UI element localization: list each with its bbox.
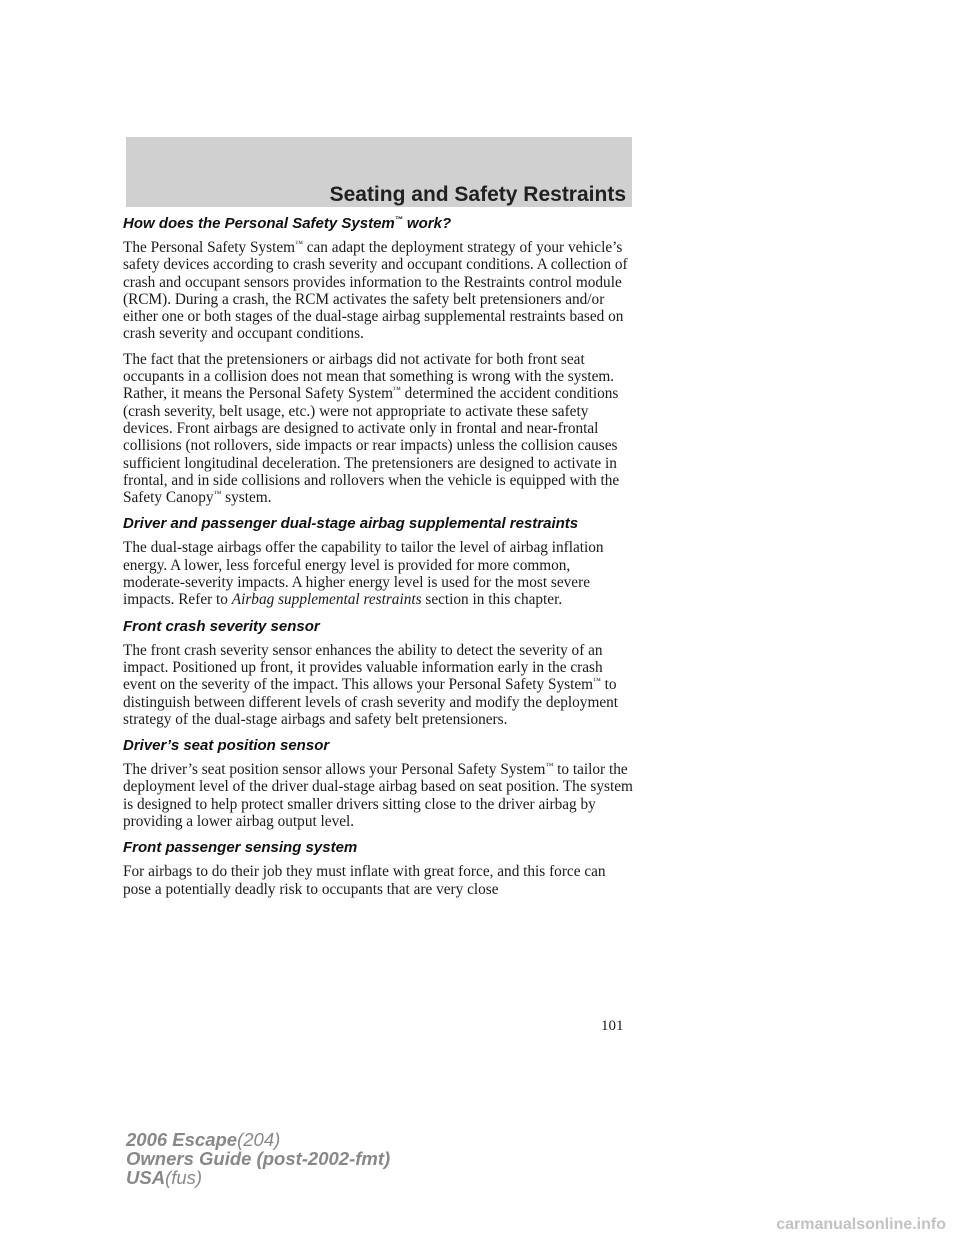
paragraph-text: The front crash severity sensor enhances the ability to detect the severity of an impact. Positioned up front, it provides valuable information early in the crash event on the severity of the impact. This allows your Personal Safety System <box>123 641 603 694</box>
paragraph-front-crash <box>123 642 635 728</box>
watermark: carmanualsonline.info <box>776 1216 946 1233</box>
paragraph-passenger-sensing: For airbags to do their job they must inflate with great force, and this force can pose a potentially deadly risk to occupants that are very close <box>123 863 606 898</box>
heading-front-crash-sensor: Front crash severity sensor <box>123 617 320 635</box>
paragraph-text: system. <box>221 489 272 507</box>
chapter-title: Seating and Safety Restraints <box>329 183 626 206</box>
footer-line-region <box>126 1168 390 1187</box>
heading-seat-position-sensor: Driver’s seat position sensor <box>123 737 330 755</box>
footer-model: 2006 Escape <box>126 1129 238 1150</box>
cross-reference-airbag-restraints: Airbag supplemental restraints <box>231 591 422 609</box>
footer-guide-name: Owners Guide (post-2002-fmt) <box>126 1148 391 1169</box>
heading-how-pss-works <box>123 214 635 233</box>
paragraph-text: The dual-stage airbags offer the capability to tailor the level of airbag inflation energy. A lower, less forceful energy level is provided for more common, moderate-severity impacts. A higher energy level is used for the most severe impacts. Refer to <box>123 539 604 609</box>
paragraph-pss-2 <box>123 351 635 507</box>
paragraph-dual-stage <box>123 539 635 608</box>
paragraph-text: The Personal Safety System <box>123 239 296 256</box>
paragraph-text: can adapt the deployment strategy of your vehicle’s safety devices according to crash severity and occupant conditions. A collection of crash and occupant sensors provides information to the Restraints control module (RCM). During a crash, the RCM activates the safety belt pretensioners and/or either one or both stages of the dual-stage airbag supplemental restraints based on crash severity and occupant conditions. <box>123 239 628 343</box>
paragraph-pss-1 <box>123 239 635 343</box>
heading-text: work? <box>402 215 452 232</box>
page-number: 101 <box>601 1018 624 1034</box>
heading-passenger-sensing: Front passenger sensing system <box>123 839 358 857</box>
paragraph-text: The fact that the pretensioners or airbags did not activate for both front seat occupants in a collision does not mean that something is wrong with the system. Rather, it means the Personal Safety System <box>123 350 615 403</box>
trademark-symbol: ™ <box>394 215 403 224</box>
paragraph-seat-position <box>123 761 635 830</box>
trademark-symbol: ™ <box>213 489 222 499</box>
page-content <box>123 214 635 906</box>
chapter-header-band <box>126 137 632 207</box>
footer-model-code: (204) <box>237 1129 281 1150</box>
paragraph-text: to distinguish between different levels of crash severity and modify the deployment strategy of the dual-stage airbags and safety belt pretensioners. <box>123 676 619 728</box>
paragraph-text: The driver’s seat position sensor allows your Personal Safety System <box>123 761 546 779</box>
paragraph-text: to tailor the deployment level of the driver dual-stage airbag based on seat position. The system is designed to help protect smaller drivers sitting close to the driver airbag by providing a lower airbag output level. <box>123 761 633 831</box>
trademark-symbol: ™ <box>593 676 601 686</box>
footer-line-guide <box>126 1149 390 1168</box>
heading-text: How does the Personal Safety System <box>123 215 395 232</box>
footer-region-code: (fus) <box>165 1167 203 1188</box>
footer-region: USA <box>126 1167 166 1188</box>
trademark-symbol: ™ <box>295 238 303 248</box>
heading-dual-stage-airbags: Driver and passenger dual-stage airbag supplemental restraints <box>123 515 579 533</box>
trademark-symbol: ™ <box>393 385 401 395</box>
document-footer <box>126 1130 390 1187</box>
trademark-symbol: ™ <box>545 761 554 771</box>
footer-line-model <box>126 1130 390 1149</box>
paragraph-text: determined the accident conditions (crash severity, belt usage, etc.) were not appropriate to activate these safety devices. Front airbags are designed to activate only in frontal and near-frontal collisions (not rollovers, side impacts or rear impacts) unless the collision causes sufficient longitudinal deceleration. The pretensioners are designed to activate in frontal, and in side collisions and rollovers when the vehicle is equipped with the Safety Canopy <box>123 385 620 507</box>
paragraph-text: section in this chapter. <box>421 591 563 609</box>
